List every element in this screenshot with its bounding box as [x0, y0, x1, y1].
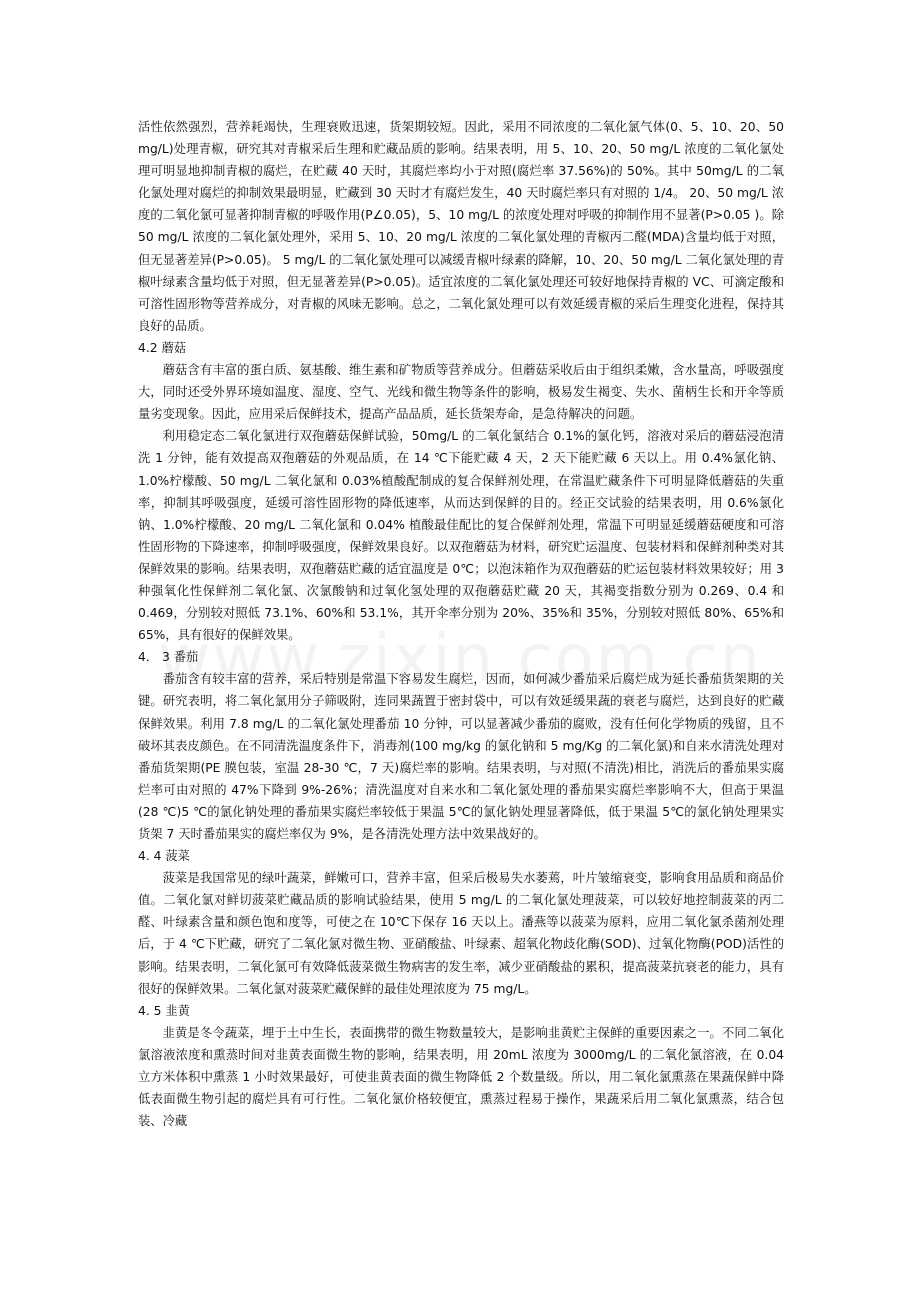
section-heading-tomato: 4． 3 番茄: [138, 650, 199, 665]
paragraph-tomato: 番茄含有较丰富的营养，采后特别是常温下容易发生腐烂，因而，如何减少番茄采后腐烂成为延长番茄货架期的关键。研究表明，将二氧化氯用分子筛吸附，连同果蔬置于密封袋中，可以有效延缓果蔬的衰老与腐烂，达到良好的贮藏保鲜效果。利用 7.8 mg/L 的二氧化氯处理番茄 10 分钟，可以显著减少番茄的腐败，没有任何化学物质的残留，且不破坏其表皮颜色。在不同清洗温度条件下，消毒剂(100 mg/kg 的氯化钠和 5 mg/Kg 的二氧化氯)和自来水清洗处理对番茄货架期(PE 膜包装，室温 28-30 ℃，7 天)腐烂率的影响。结果表明，与对照(不清洗)相比，消洗后的番茄果实腐烂率可由对照的 47%下降到 9%-26%；清洗温度对自来水和二氧化氯处理的番茄果实腐烂率影响不大，但高于果温(28 ℃)5 ℃的氯化钠处理的番茄果实腐烂率较低于果温 5℃的氯化钠处理显著降低，低于果温 5℃的氯化钠处理果实货架 7 天时番茄果实的腐烂率仅为 9%，是各清洗处理方法中效果战好的。: [138, 672, 784, 841]
section-heading-mushroom: 4.2 蘑菇: [138, 340, 187, 355]
section-heading-hotbed-chives: 4. 5 韭黄: [138, 1003, 190, 1018]
document-body: [138, 116, 784, 1132]
section-heading-spinach: 4. 4 菠菜: [138, 849, 190, 864]
paragraph-hotbed-chives: 韭黄是冬令蔬菜，埋于土中生长，表面携带的微生物数量较大，是影响韭黄贮主保鲜的重要因素之一。不同二氧化氯溶液浓度和熏蒸时间对韭黄表面微生物的影响，结果表明，用 20mL 浓度为 3000mg/L 的二氧化氯溶液，在 0.04 立方米体积中熏蒸 1 小时效果最好，可使韭黄表面的微生物降低 2 个数量级。所以，用二氧化氯熏蒸在果蔬保鲜中降低表面微生物引起的腐烂具有可行性。二氧化氯价格较便宜，熏蒸过程易于操作，果蔬采后用二氧化氯熏蒸，结合包装、冷藏: [138, 1025, 784, 1129]
paragraph-mushroom-intro: 蘑菇含有丰富的蛋白质、氨基酸、维生素和矿物质等营养成分。但蘑菇采收后由于组织柔嫩，含水量高，呼吸强度大，同时还受外界环境如温度、湿度、空气、光线和微生物等条件的影响，极易发生褐变、失水、菌柄生长和开伞等质量劣变现象。因此，应用采后保鲜技术，提高产品品质，延长货架寿命，是急待解决的问题。: [138, 363, 784, 422]
paragraph-spinach: 菠菜是我国常见的绿叶蔬菜，鲜嫩可口，营养丰富，但采后极易失水萎蔫，叶片皱缩衰变，影响食用品质和商品价值。二氧化氯对鲜切菠菜贮藏品质的影响试验结果，使用 5 mg/L 的二氧化氯处理菠菜，可以较好地控制菠菜的丙二醛、叶绿素含量和颜色饱和度等，可使之在 10℃下保存 16 天以上。潘燕等以菠菜为原料，应用二氧化氯杀菌剂处理后，于 4 ℃下贮藏，研究了二氧化氯对微生物、亚硝酸盐、叶绿素、超氧化物歧化酶(SOD)、过氧化物酶(POD)活性的影响。结果表明，二氧化氯可有效降低菠菜微生物病害的发生率，减少亚硝酸盐的累积，提高菠菜抗衰老的能力，具有很好的保鲜效果。二氧化氯对菠菜贮藏保鲜的最佳处理浓度为 75 mg/L。: [138, 871, 784, 996]
paragraph-green-pepper-results: 活性依然强烈，营养耗竭快，生理衰败迅速，货架期较短。因此，采用不同浓度的二氧化氯气体(0、5、10、20、50 mg/L)处理青椒，研究其对青椒采后生理和贮藏品质的影响。结果表明，用 5、10、20、50 mg/L 浓度的二氧化氯处理可明显地抑制青椒的腐烂，在贮藏 40 天时，其腐烂率均小于对照(腐烂率 37.56%)的 50%。其中 50mg/L 的二氧化氯处理对腐烂的抑制效果最明显，贮藏到 30 天时才有腐烂发生，40 天时腐烂率只有对照的 1/4。 20、50 mg/L 浓度的二氧化氯可显著抑制青椒的呼吸作用(P∠0.05)，5、10 mg/L 的浓度处理对呼吸的抑制作用不显著(P>0.05 )。除 50 mg/L 浓度的二氧化氯处理外，采用 5、10、20 mg/L 浓度的二氧化氯处理的青椒丙二醛(MDA)含量均低于对照，但无显著差异(P>0.05)。 5 mg/L 的二氧化氯处理可以减缓青椒叶绿素的降解，10、20、50 mg/L 二氧化氯处理的青椒叶绿素含量均低于对照，但无显著差异(P>0.05)。适宜浓度的二氧化氯处理还可较好地保持青椒的 VC、可滴定酸和可溶性固形物等营养成分，对青椒的风味无影响。总之，二氧化氯处理可以有效延缓青椒的采后生理变化进程，保持其良好的品质。: [138, 120, 784, 333]
paragraph-mushroom-experiments: 利用稳定态二氧化氯进行双孢蘑菇保鲜试验，50mg/L 的二氧化氯结合 0.1%的氯化钙，溶液对采后的蘑菇浸泡清洗 1 分钟，能有效提高双孢蘑菇的外观品质，在 14 ℃下能贮藏 4 天，2 天下能贮藏 6 天以上。用 0.4%氯化钠、 1.0%柠檬酸、50 mg/L 二氧化氯和 0.03%植酸配制成的复合保鲜剂处理，在常温贮藏条件下可明显降低蘑菇的失重率，抑制其呼吸强度，延缓可溶性固形物的降低速率，从而达到保鲜的目的。经正交试验的结果表明，用 0.6%氯化钠、1.0%柠檬酸、20 mg/L 二氧化氯和 0.04% 植酸最佳配比的复合保鲜剂处理，常温下可明显延缓蘑菇硬度和可溶性固形物的下降速率，抑制呼吸强度，保鲜效果良好。以双孢蘑菇为材料，研究贮运温度、包装材料和保鲜剂种类对其保鲜效果的影响。结果表明，双孢蘑菇贮藏的适宜温度是 0℃；以泡沫箱作为双孢蘑菇的贮运包装材料效果较好；用 3 种强氧化性保鲜剂二氧化氯、次氯酸钠和过氧化氢处理的双孢蘑菇贮藏 20 天，其褐变指数分别为 0.269、0.4 和 0.469，分别较对照低 73.1%、60%和 53.1%，其开伞率分别为 20%、35%和 35%，分别较对照低 80%、65%和 65%，具有很好的保鲜效果。: [138, 429, 784, 643]
